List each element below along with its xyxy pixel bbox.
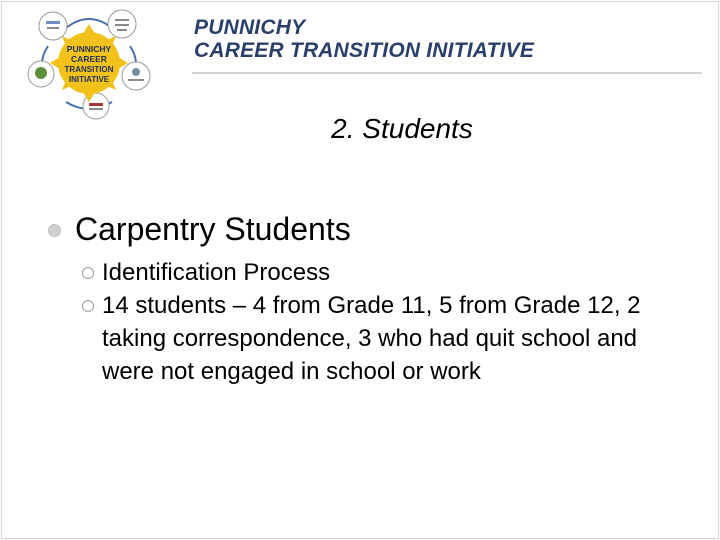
sub-bullet-text: Identification Process bbox=[102, 259, 331, 286]
slide-heading: 2. Students bbox=[331, 113, 473, 144]
main-bullet bbox=[48, 210, 351, 248]
sub-bullet-item bbox=[82, 256, 692, 289]
header-title bbox=[194, 16, 534, 62]
sub-bullet-list bbox=[82, 256, 692, 388]
main-bullet-text: Carpentry Students bbox=[75, 211, 351, 247]
bullet-dot-icon bbox=[48, 224, 61, 237]
circle-bullet-icon bbox=[82, 300, 94, 312]
initiative-logo bbox=[26, 6, 152, 120]
header-title-line: CAREER TRANSITION INITIATIVE bbox=[194, 39, 535, 62]
logo-text-line: TRANSITION bbox=[64, 65, 114, 74]
sub-bullet-text: 14 students – 4 from Grade 11, 5 from Grade 12, 2 taking correspondence, 3 who had quit school and were not engaged in school or work bbox=[102, 292, 641, 385]
header-title-line: PUNNICHY bbox=[194, 16, 306, 39]
logo-text-line: INITIATIVE bbox=[68, 75, 110, 84]
header-divider bbox=[192, 72, 702, 74]
circle-bullet-icon bbox=[82, 267, 94, 279]
partner-circle bbox=[39, 12, 67, 40]
sub-bullet-item bbox=[82, 289, 692, 388]
logo-text-line: PUNNICHY bbox=[66, 44, 112, 54]
logo-text-line: CAREER bbox=[71, 54, 107, 64]
